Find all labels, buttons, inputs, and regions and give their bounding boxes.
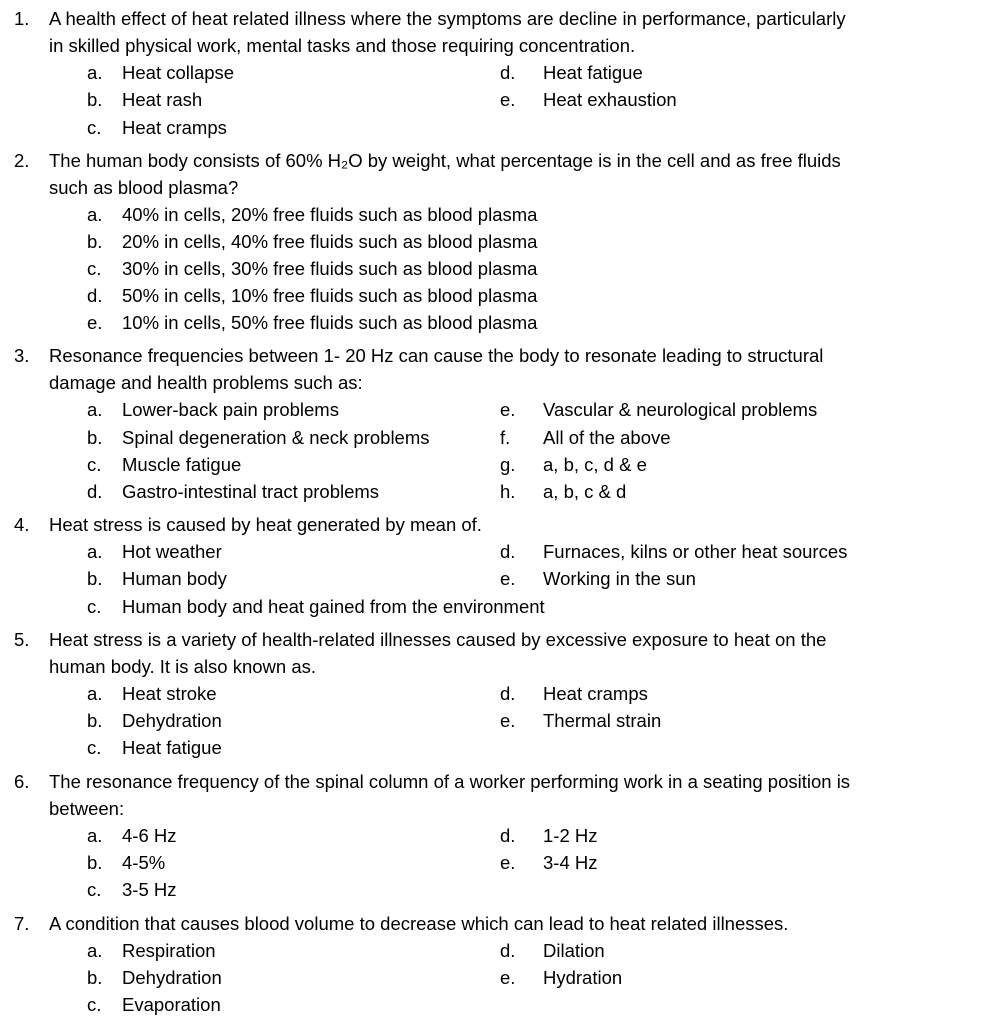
option-letter: e. [500,710,516,731]
option-text[interactable]: 3-5 Hz [122,879,177,900]
option-text[interactable]: 4-6 Hz [122,825,177,846]
option-letter: a. [87,541,103,562]
option-letter: e. [500,399,516,420]
question-number: 2. [14,150,30,171]
option-letter: e. [500,967,516,988]
option-text[interactable]: Dilation [543,940,605,961]
option-letter: b. [87,710,103,731]
option-letter: a. [87,940,103,961]
option-text[interactable]: Heat fatigue [543,62,643,83]
option-text[interactable]: 10% in cells, 50% free fluids such as blood plasma [122,312,538,333]
option-text[interactable]: Heat collapse [122,62,235,83]
option-text[interactable]: Gastro-intestinal tract problems [122,481,380,502]
option-letter: a. [87,683,103,704]
option-letter: g. [500,454,516,475]
option-text[interactable]: Human body and heat gained from the environment [122,596,545,617]
option-letter: a. [87,204,103,225]
question-text: A condition that causes blood volume to decrease which can lead to heat related illnesses. [49,913,789,934]
option-letter: e. [500,852,516,873]
option-text[interactable]: Lower-back pain problems [122,399,339,420]
option-letter: b. [87,568,103,589]
option-letter: d. [500,825,516,846]
option-text[interactable]: Respiration [122,940,216,961]
option-text[interactable]: 4-5% [122,852,166,873]
option-text[interactable]: Heat rash [122,89,203,110]
question-text: Heat stress is a variety of health-related illnesses caused by excessive exposure to heat on the [49,629,827,650]
option-letter: e. [500,89,516,110]
option-text[interactable]: Heat cramps [543,683,648,704]
option-text[interactable]: a, b, c & d [543,481,627,502]
option-letter: e. [500,568,516,589]
option-text[interactable]: Thermal strain [543,710,662,731]
option-text[interactable]: Heat stroke [122,683,217,704]
question-number: 7. [14,913,30,934]
option-letter: d. [87,285,103,306]
option-letter: d. [87,481,103,502]
option-text[interactable]: Spinal degeneration & neck problems [122,427,430,448]
option-letter: d. [500,940,516,961]
option-letter: d. [500,683,516,704]
option-text[interactable]: Dehydration [122,710,222,731]
question-number: 3. [14,345,30,366]
option-letter: h. [500,481,516,502]
option-text[interactable]: Evaporation [122,994,221,1015]
question-text: such as blood plasma? [49,177,239,198]
question-text: in skilled physical work, mental tasks and those requiring concentration. [49,35,636,56]
option-text[interactable]: Heat exhaustion [543,89,677,110]
option-letter: a. [87,62,103,83]
option-letter: b. [87,852,103,873]
question-number: 5. [14,629,30,650]
question-text: human body. It is also known as. [49,656,317,677]
option-letter: c. [87,737,102,758]
question-text: A health effect of heat related illness where the symptoms are decline in performance, particularly [49,8,846,29]
option-text[interactable]: 40% in cells, 20% free fluids such as blood plasma [122,204,538,225]
option-text[interactable]: Human body [122,568,227,589]
option-letter: b. [87,967,103,988]
option-text[interactable]: Dehydration [122,967,222,988]
option-letter: c. [87,596,102,617]
option-letter: e. [87,312,103,333]
option-text[interactable]: Working in the sun [543,568,696,589]
question-text: The resonance frequency of the spinal column of a worker performing work in a seating position is [49,771,851,792]
option-letter: a. [87,825,103,846]
option-text[interactable]: Hot weather [122,541,222,562]
option-text[interactable]: Furnaces, kilns or other heat sources [543,541,848,562]
question-text: Resonance frequencies between 1- 20 Hz can cause the body to resonate leading to structural [49,345,824,366]
option-text[interactable]: Heat fatigue [122,737,222,758]
option-letter: c. [87,454,102,475]
question-text: damage and health problems such as: [49,372,363,393]
option-letter: b. [87,89,103,110]
option-text[interactable]: Hydration [543,967,623,988]
option-letter: a. [87,399,103,420]
question-number: 1. [14,8,30,29]
option-text[interactable]: 3-4 Hz [543,852,598,873]
option-letter: b. [87,231,103,252]
option-letter: c. [87,258,102,279]
option-text[interactable]: 50% in cells, 10% free fluids such as blood plasma [122,285,538,306]
option-letter: c. [87,117,102,138]
option-letter: f. [500,427,511,448]
option-text[interactable]: Muscle fatigue [122,454,242,475]
option-text[interactable]: a, b, c, d & e [543,454,647,475]
question-text: between: [49,798,125,819]
question-text: Heat stress is caused by heat generated by mean of. [49,514,482,535]
option-text[interactable]: Heat cramps [122,117,227,138]
option-letter: b. [87,427,103,448]
option-letter: c. [87,879,102,900]
option-letter: c. [87,994,102,1015]
option-text[interactable]: All of the above [543,427,671,448]
option-text[interactable]: Vascular & neurological problems [543,399,818,420]
question-number: 4. [14,514,30,535]
option-letter: d. [500,541,516,562]
option-text[interactable]: 20% in cells, 40% free fluids such as blood plasma [122,231,538,252]
option-letter: d. [500,62,516,83]
question-number: 6. [14,771,30,792]
option-text[interactable]: 1-2 Hz [543,825,598,846]
question-text: The human body consists of 60% H₂O by weight, what percentage is in the cell and as free fluids [49,150,841,171]
option-text[interactable]: 30% in cells, 30% free fluids such as blood plasma [122,258,538,279]
